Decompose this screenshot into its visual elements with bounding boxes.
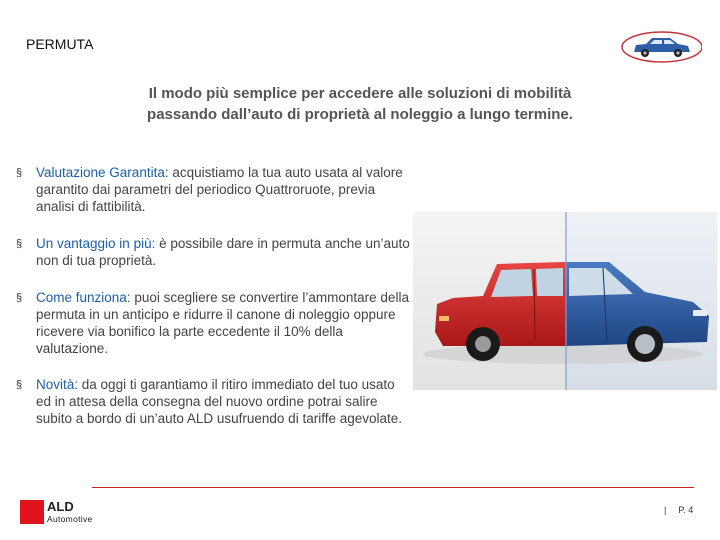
bullet-square-icon: § [16,167,23,179]
bullet-highlight: Valutazione Garantita: [36,165,169,180]
car-logo-icon [618,30,702,64]
bullet-list [16,164,411,427]
subtitle-line-2: passando dall’auto di proprietà al noleggio a lungo termine. [147,106,573,123]
bullet-come-funziona [16,289,411,357]
bullet-text: è possibile dare in permuta anche un’auto non di tua proprietà. [36,236,410,268]
ald-automotive-logo [20,500,130,526]
bullet-text: puoi scegliere se convertire l’ammontare della permuta in un anticipo e ridurre il canone di noleggio oppure ricevere via bonifico la parte eccedente il 10% della valutazione. [36,290,409,356]
ald-brand-subtext: Automotive [47,514,93,524]
page-number: P. 4 [678,505,694,515]
page-indicator [664,505,693,515]
bullet-valutazione [16,164,411,215]
subtitle-line-1: Il modo più semplice per accedere alle soluzioni di mobilità [148,85,572,102]
bullet-highlight: Un vantaggio in più: [36,236,156,251]
bullet-text: acquistiamo la tua auto usata al valore garantito dai parametri del periodico Quattroruote, previa analisi di fattibilità. [36,165,403,214]
ald-brand-text: ALD [47,499,74,514]
car-half-red-half-blue-image [413,212,717,390]
footer-divider [92,487,694,488]
bullet-highlight: Come funziona: [36,290,131,305]
bullet-square-icon: § [16,292,23,304]
bullet-text: da oggi ti garantiamo il ritiro immediato del tuo usato ed in attesa della consegna del nuovo ordine potrai salire subito a bordo di un’auto ALD usufruendo di tariffe agevolate. [36,377,403,426]
subtitle [60,83,660,125]
ald-red-square-icon [20,500,44,524]
bullet-highlight: Novità: [36,377,79,392]
page-separator: | [664,505,667,515]
bullet-square-icon: § [16,379,23,391]
bullet-square-icon: § [16,238,23,250]
page-title: PERMUTA [26,36,94,52]
bullet-novita [16,376,411,427]
bullet-vantaggio [16,235,411,269]
